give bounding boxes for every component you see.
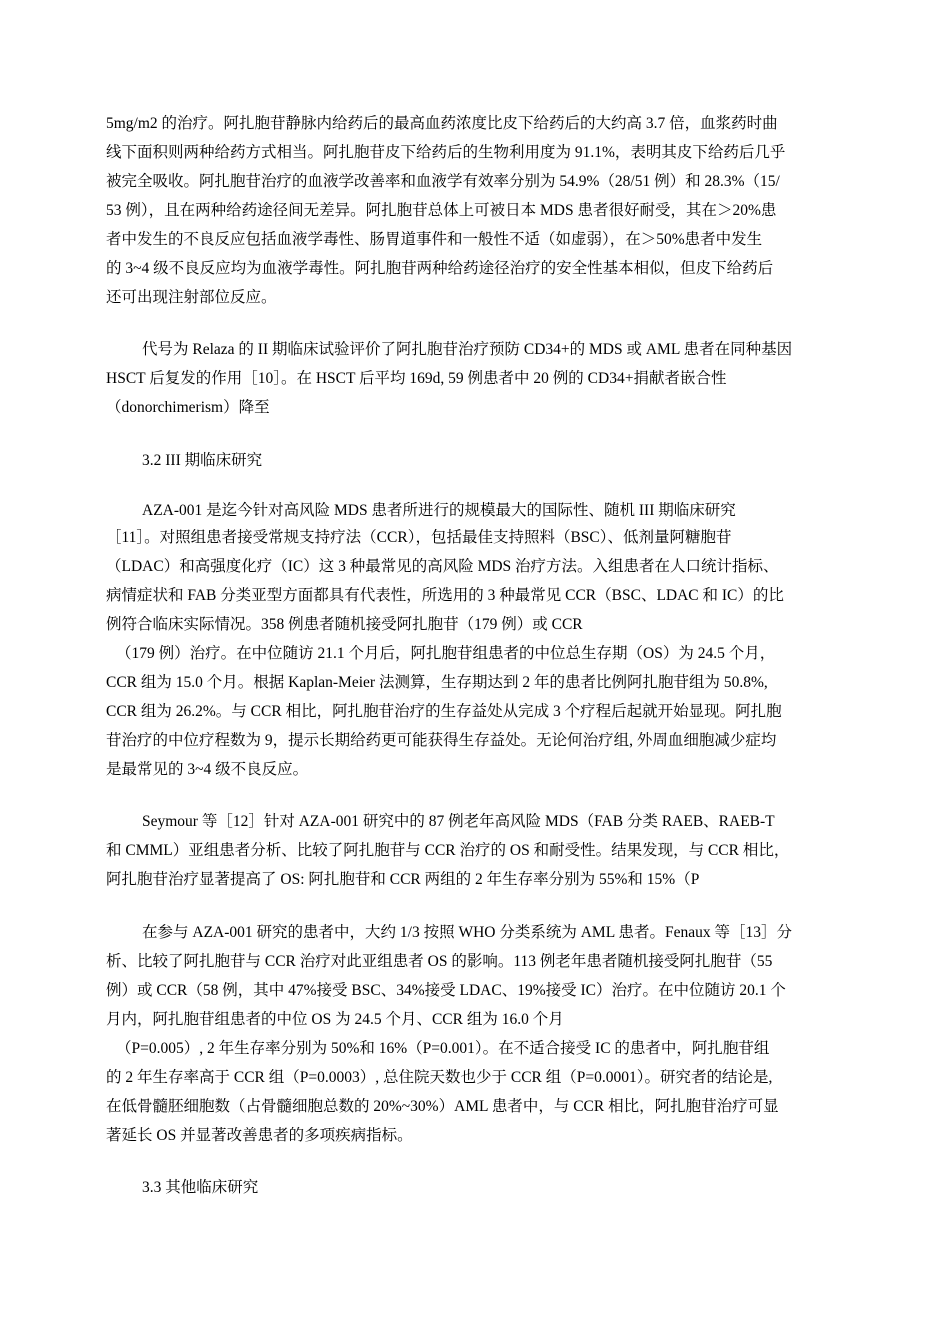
text-line: 例）或 CCR（58 例，其中 47%接受 BSC、34%接受 LDAC、19%接受 IC）治疗。在中位随访 20.1 个 — [106, 982, 786, 999]
text-line: 析、比较了阿扎胞苷与 CCR 治疗对此亚组患者 OS 的影响。113 例老年患者随机接受阿扎胞苷（55 — [106, 953, 773, 970]
text-line: Seymour 等［12］针对 AZA-001 研究中的 87 例老年高风险 MDS（FAB 分类 RAEB、RAEB-T — [142, 813, 775, 830]
text-line: 5mg/m2 的治疗。阿扎胞苷静脉内给药后的最高血药浓度比皮下给药后的大约高 3.7 倍，血浆药时曲 — [106, 115, 778, 132]
text-line: 是最常见的 3~4 级不良反应。 — [106, 761, 309, 778]
text-line: 者中发生的不良反应包括血液学毒性、肠胃道事件和一般性不适（如虚弱），在＞50%患者中发生 — [106, 231, 763, 248]
text-line: AZA-001 是迄今针对高风险 MDS 患者所进行的规模最大的国际性、随机 III 期临床研究 — [142, 502, 736, 519]
text-line: 在低骨髓胚细胞数（占骨髓细胞总数的 20%~30%）AML 患者中，与 CCR 相比，阿扎胞苷治疗可显 — [106, 1098, 779, 1115]
section-heading: 3.2 III 期临床研究 — [142, 452, 263, 469]
text-line: 的 3~4 级不良反应均为血液学毒性。阿扎胞苷两种给药途径治疗的安全性基本相似，但皮下给药后 — [106, 260, 774, 277]
text-line: （LDAC）和高强度化疗（IC）这 3 种最常见的高风险 MDS 治疗方法。入组患者在人口统计指标、 — [106, 558, 779, 575]
text-line: 病情症状和 FAB 分类亚型方面都具有代表性，所选用的 3 种最常见 CCR（BSC、LDAC 和 IC）的比 — [106, 587, 784, 604]
text-line: 还可出现注射部位反应。 — [106, 289, 277, 306]
text-line: 被完全吸收。阿扎胞苷治疗的血液学改善率和血液学有效率分别为 54.9%（28/51 例）和 28.3%（15/ — [106, 173, 780, 190]
text-line: 代号为 Relaza 的 II 期临床试验评价了阿扎胞苷治疗预防 CD34+的 MDS 或 AML 患者在同种基因 — [142, 341, 793, 358]
text-line: 53 例），且在两种给药途径间无差异。阿扎胞苷总体上可被日本 MDS 患者很好耐受，其在＞20%患 — [106, 202, 777, 219]
text-line: 和 CMML）亚组患者分析、比较了阿扎胞苷与 CCR 治疗的 OS 和耐受性。结果发现，与 CCR 相比， — [106, 842, 790, 859]
text-line: （179 例）治疗。在中位随访 21.1 个月后，阿扎胞苷组患者的中位总生存期（OS）为 24.5 个月， — [116, 645, 776, 662]
text-line: 阿扎胞苷治疗显著提高了 OS: 阿扎胞苷和 CCR 两组的 2 年生存率分别为 55%和 15%（P — [106, 871, 700, 888]
text-line: 在参与 AZA-001 研究的患者中，大约 1/3 按照 WHO 分类系统为 AML 患者。Fenaux 等［13］分 — [142, 924, 792, 941]
text-line: 月内，阿扎胞苷组患者的中位 OS 为 24.5 个月、CCR 组为 16.0 个月 — [106, 1011, 564, 1028]
text-line: 著延长 OS 并显著改善患者的多项疾病指标。 — [106, 1127, 413, 1144]
text-line: HSCT 后复发的作用［10］。在 HSCT 后平均 169d, 59 例患者中 20 例的 CD34+捐献者嵌合性 — [106, 370, 727, 387]
text-line: ［11］。对照组患者接受常规支持疗法（CCR），包括最佳支持照料（BSC）、低剂量阿糖胞苷 — [106, 529, 732, 546]
text-line: 线下面积则两种给药方式相当。阿扎胞苷皮下给药后的生物利用度为 91.1%，表明其皮下给药后几乎 — [106, 144, 786, 161]
text-line: （donorchimerism）降至 — [106, 399, 270, 416]
text-line: 苷治疗的中位疗程数为 9，提示长期给药更可能获得生存益处。无论何治疗组, 外周血细胞减少症均 — [106, 732, 777, 749]
section-heading: 3.3 其他临床研究 — [142, 1179, 259, 1196]
text-line: 例符合临床实际情况。358 例患者随机接受阿扎胞苷（179 例）或 CCR — [106, 616, 583, 633]
text-line: 的 2 年生存率高于 CCR 组（P=0.0003）, 总住院天数也少于 CCR 组（P=0.0001）。研究者的结论是, — [106, 1069, 773, 1086]
text-line: CCR 组为 15.0 个月。根据 Kaplan-Meier 法测算，生存期达到 2 年的患者比例阿扎胞苷组为 50.8%, — [106, 674, 768, 691]
text-line: （P=0.005）, 2 年生存率分别为 50%和 16%（P=0.001）。在不适合接受 IC 的患者中，阿扎胞苷组 — [116, 1040, 770, 1057]
text-line: CCR 组为 26.2%。与 CCR 相比，阿扎胞苷治疗的生存益处从完成 3 个疗程后起就开始显现。阿扎胞 — [106, 703, 782, 720]
